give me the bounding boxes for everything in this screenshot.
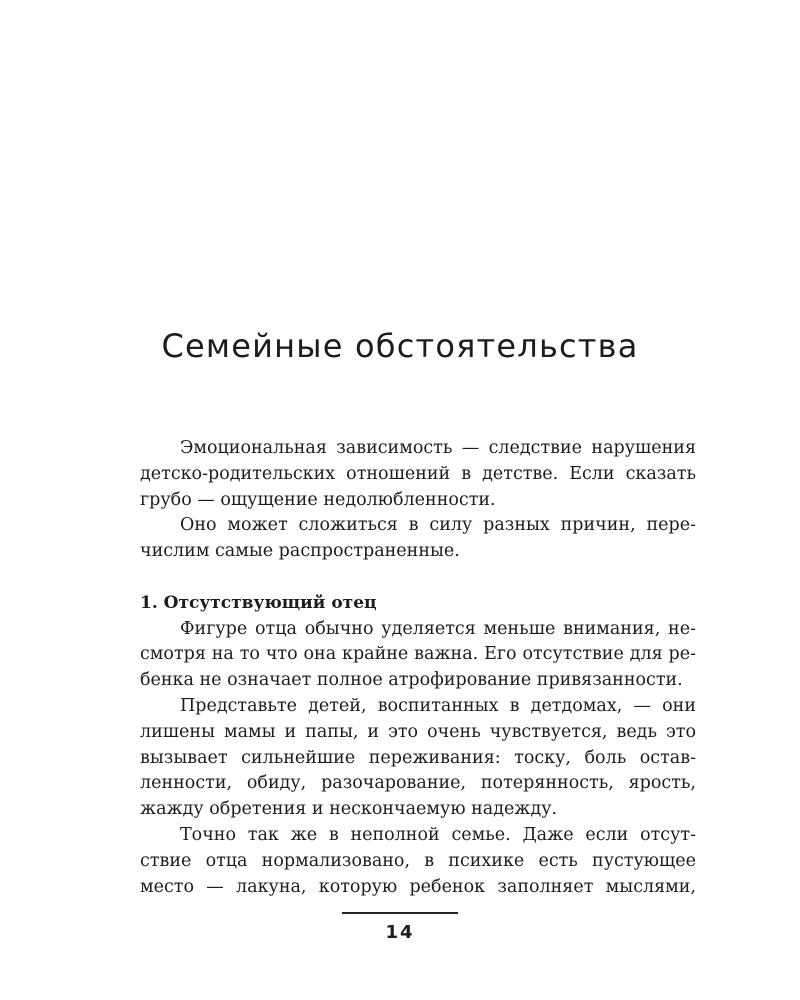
text-line: Фигуре отца обычно уделяется меньше внимания, не-: [180, 618, 696, 639]
text-line: вызывает сильнейшие переживания: тоску, боль остав-: [140, 747, 696, 768]
page-number: 14: [385, 922, 415, 943]
text-line: лишены мамы и папы, и это очень чувствуется, ведь это: [140, 721, 696, 742]
text-line: место — лакуна, которую ребенок заполняет мыслями,: [140, 876, 696, 897]
text-line: смотря на то что она крайне важна. Его отсутствие для ре-: [140, 644, 696, 665]
text-line: детско-родительских отношений в детстве. Если сказать: [140, 463, 696, 484]
text-line: жажду обретения и нескончаемую надежду.: [140, 799, 558, 820]
text-line: Точно так же в неполной семье. Даже если отсут-: [180, 824, 696, 845]
text-line: Представьте детей, воспитанных в детдомах, — они: [180, 695, 696, 716]
footer-divider: [342, 912, 458, 914]
text-line: бенка не означает полное атрофирование привязанности.: [140, 670, 683, 691]
text-line: ленности, обиду, разочарование, потерянность, ярость,: [140, 773, 696, 794]
body-text: [100, 436, 696, 900]
text-line: Оно может сложиться в силу разных причин, пере-: [180, 515, 696, 536]
chapter-title: Семейные обстоятельства: [161, 327, 639, 365]
paragraph: [100, 617, 696, 694]
paragraph: [100, 694, 696, 823]
section-heading: 1. Отсутствующий отец: [140, 592, 377, 613]
paragraph: [100, 823, 696, 900]
text-line: числим самые распространенные.: [140, 541, 460, 562]
text-line: ствие отца нормализовано, в психике есть пустующее: [140, 850, 696, 871]
text-line: грубо — ощущение недолюбленности.: [140, 489, 496, 510]
text-line: Эмоциональная зависимость — следствие нарушения: [180, 438, 696, 458]
paragraph: [100, 513, 696, 565]
paragraph: [100, 436, 696, 513]
